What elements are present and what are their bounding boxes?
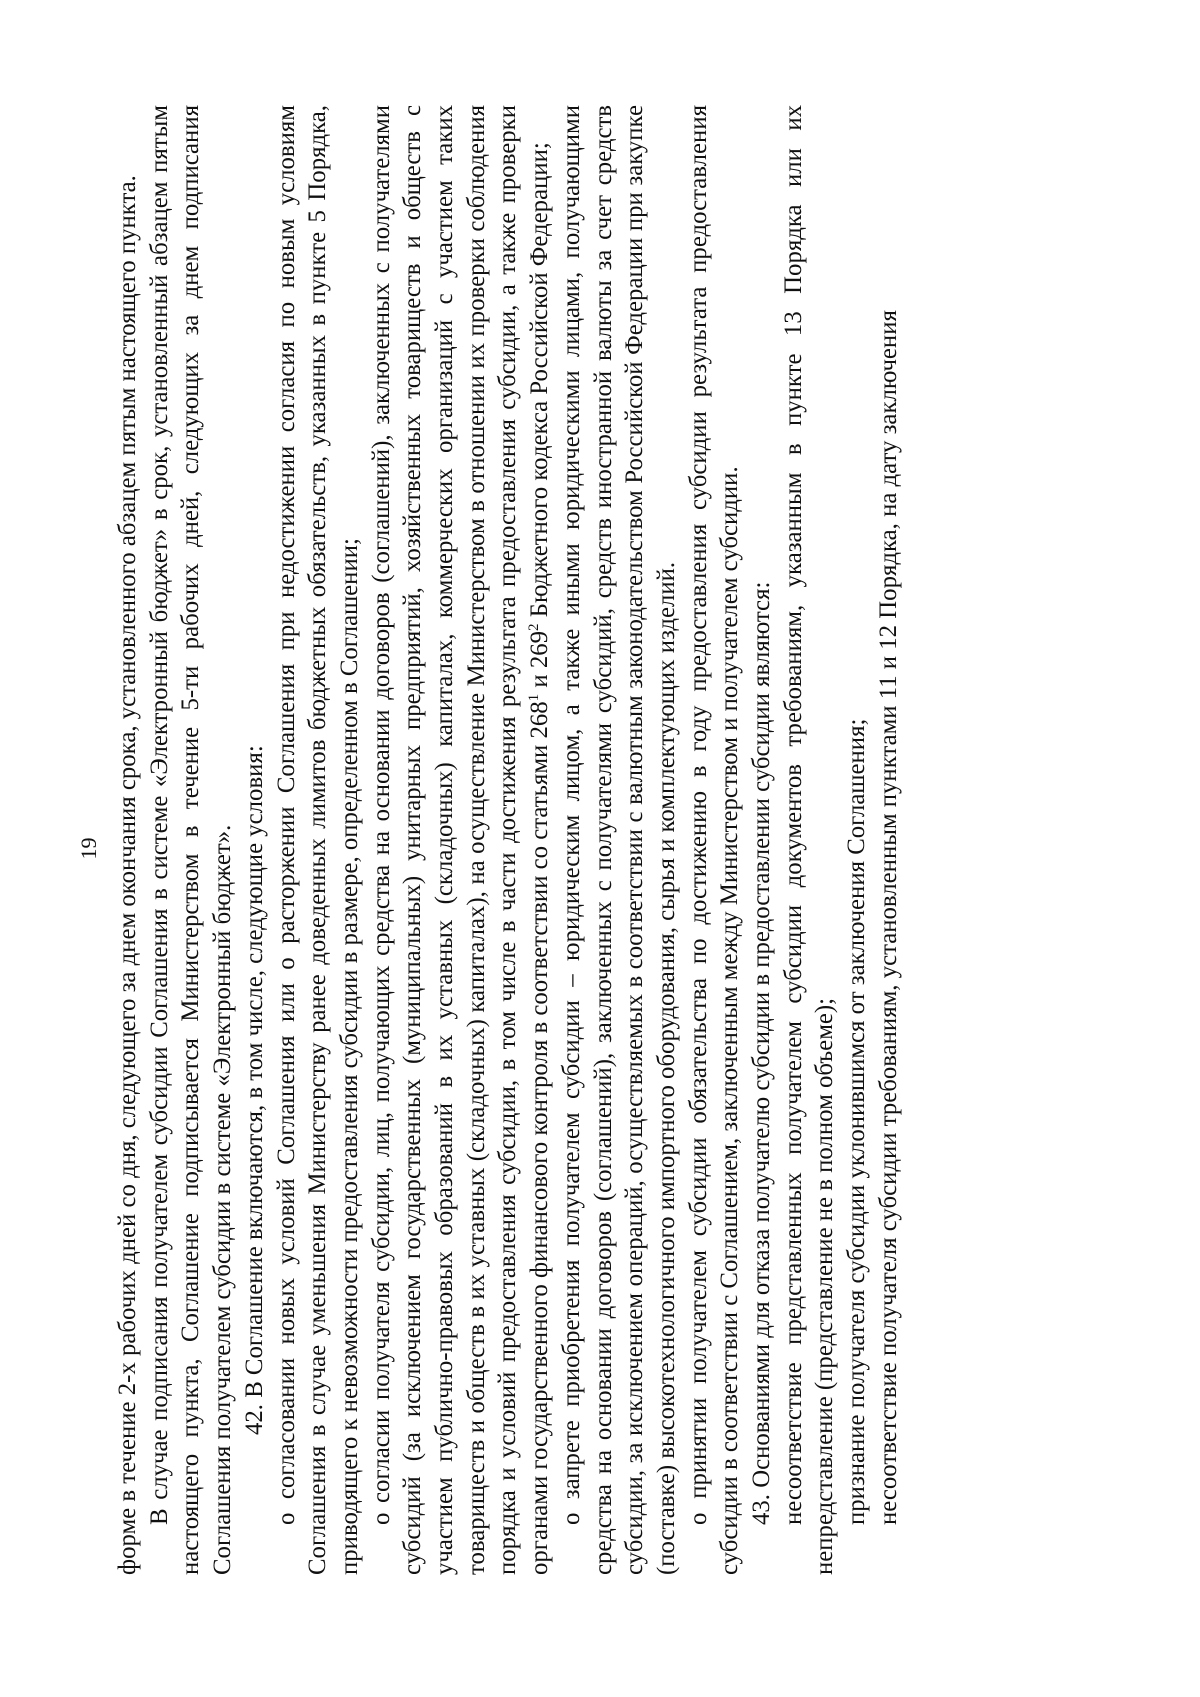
paragraph-2: В случае подписания получателем субсидии Соглашения в системе «Электронный бюджет» в срок, установленный абзацем пятым настоящего пункта, Соглашение подписывается Министерством в течение 5-ти рабочих дней, следующих за днем подписания Соглашения получателем субсидии в системе «Электронный бюджет». [145, 105, 237, 1575]
paragraph-5-part-3: Бюджетного кодекса Российской Федерации; [526, 142, 554, 624]
page-number: 19 [76, 837, 101, 860]
paragraph-3-section-42: 42. В Соглашение включаются, в том числе, следующие условия: [240, 745, 268, 1435]
paragraph-9: несоответствие представленных получателем субсидии документов требованиям, указанным в пункте 13 Порядка или их непредставление (представление не в полном объеме); [779, 105, 839, 1575]
paragraph-5 [366, 105, 556, 1575]
paragraph-4: о согласовании новых условий Соглашения или о расторжении Соглашения при недостижении согласия по новым условиям Соглашения в случае уменьшения Министерству ранее доведенных лимитов бюджетных обязательств, указанных в пункте 5 Порядка, приводящего к невозможности предоставления субсидии в размере, определенном в Соглашении; [272, 105, 363, 1575]
superscript-1: 1 [526, 693, 543, 702]
paragraph-5-part-1: о согласии получателя субсидии, лиц, получающих средства на основании договоров (соглашений), заключенных с получателями субсидий (за исключением государственных (муниципальных) унитарных предприятий, хозяйственных товариществ и обществ с участием публично-правовых образований в их уставных (складочных) капиталах, коммерческих организаций с участием таких товариществ и обществ в их уставных (складочных) капиталах), на осуществление Министерством в отношении их проверки соблюдения порядка и условий предоставления субсидии, в том числе в части достижения результата предоставления субсидии, а также проверки органами государственного финансового контроля в соответствии со статьями 268 [367, 105, 554, 1575]
paragraph-7: о принятии получателем субсидии обязательства по достижению в году предоставления субсидии результата предоставления субсидии в соответствии с Соглашением, заключенным между Министерством и получателем субсидии. [684, 105, 744, 1575]
document-body [112, 105, 905, 1575]
superscript-2: 2 [526, 623, 543, 631]
paragraph-1: форме в течение 2-х рабочих дней со дня, следующего за днем окончания срока, установленного абзацем пятым настоящего пункта. [114, 175, 141, 1575]
paragraph-10: признание получателя субсидии уклонившимся от заключения Соглашения; [843, 718, 871, 1525]
paragraph-5-part-2: и 269 [526, 630, 554, 694]
paragraph-11: несоответствие получателя субсидии требованиям, установленным пунктами 11 и 12 Порядка, на дату заключения [874, 310, 902, 1525]
paragraph-6: о запрете приобретения получателем субсидии – юридическим лицом, а также иными юридическими лицами, получающими средства на основании договоров (соглашений), заключенных с получателями субсидий, средств иностранной валюты за счет средств субсидии, за исключением операций, осуществляемых в соответствии с валютным законодательством Российской Федерации при закупке (поставке) высокотехнологичного импортного оборудования, сырья и комплектующих изделий. [557, 105, 680, 1575]
paragraph-8-section-43: 43. Основаниями для отказа получателю субсидии в предоставлении субсидии являются: [748, 581, 776, 1525]
